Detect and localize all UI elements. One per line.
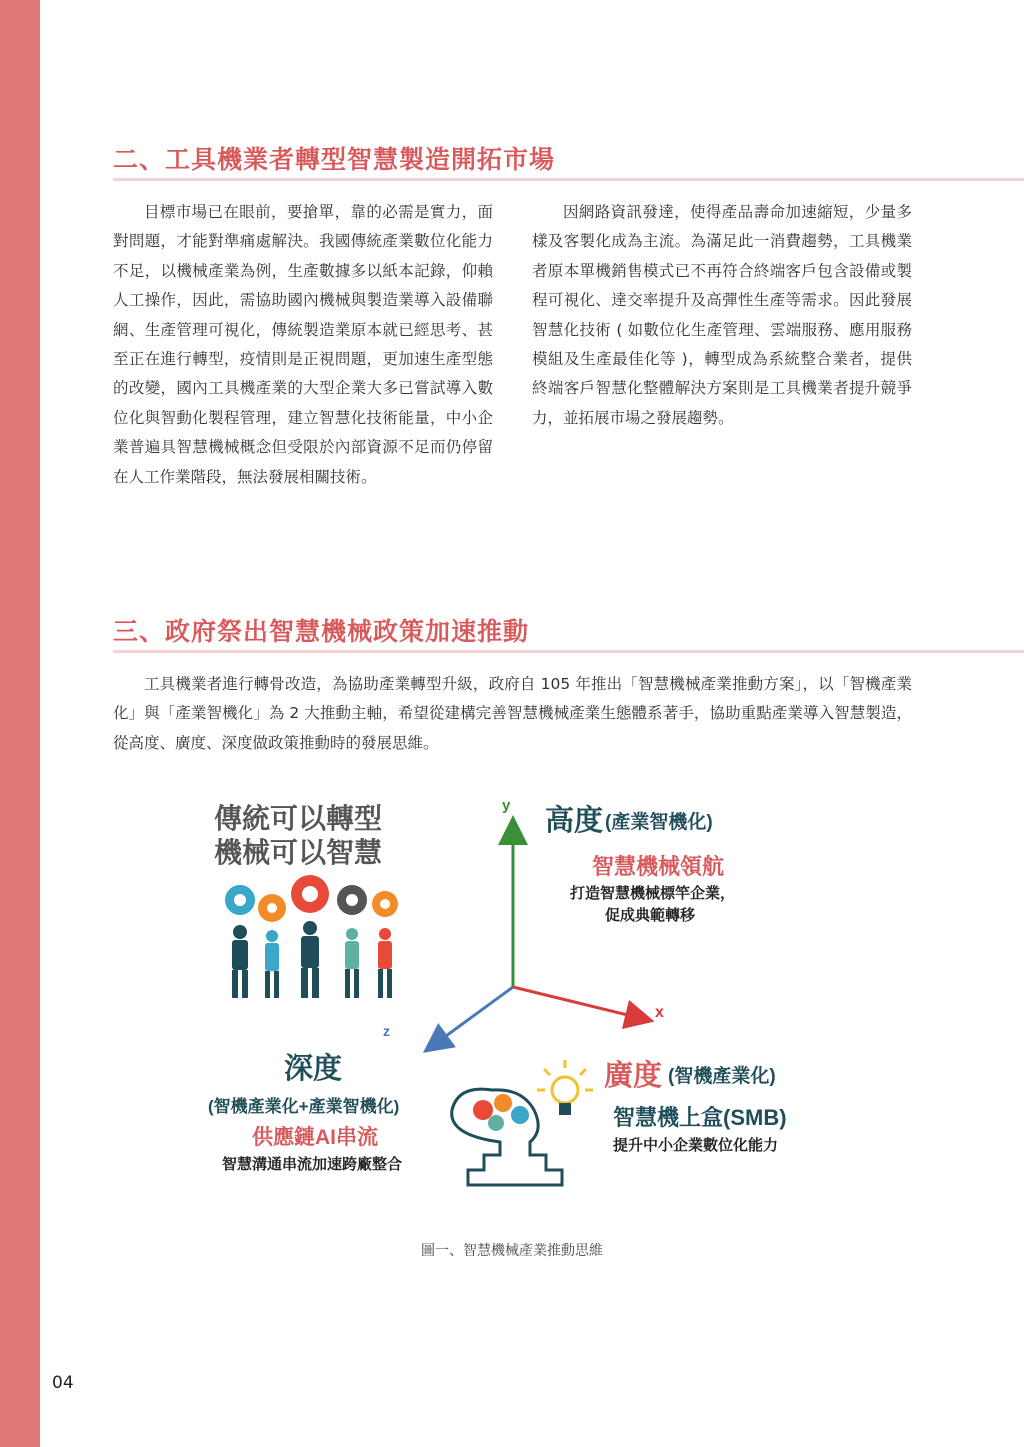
section-3-body: 工具機業者進行轉骨改造，為協助產業轉型升級，政府自 105 年推出「智慧機械產業推動方案」，以「智機產業化」與「產業智機化」為 2 大推動主軸，希望從建構完善智慧機械產業生態體系著手，協助重點產業導入智慧製造，從高度、廣度、深度做政策推動時的發展思維。	[113, 675, 912, 752]
figure-headline-2: 機械可以智慧	[214, 837, 383, 868]
z-axis-label: z	[383, 1023, 390, 1039]
z-axis	[435, 987, 513, 1044]
figure-caption: 圖一、智慧機械產業推動思維	[421, 1243, 603, 1259]
breadth-title: 廣度	[604, 1060, 663, 1092]
left-accent-bar	[0, 0, 40, 1447]
people-icon	[232, 921, 392, 998]
breadth-subtitle: 智慧機上盒(SMB)	[613, 1105, 787, 1130]
gears-icon	[225, 875, 398, 922]
height-tag: (產業智機化)	[605, 812, 713, 833]
page-number: 04	[52, 1373, 74, 1393]
y-axis-label: y	[502, 797, 511, 814]
x-axis-label: x	[655, 1004, 664, 1021]
figure-headline-1: 傳統可以轉型	[214, 803, 383, 834]
section-2-title: 二、工具機業者轉型智慧製造開拓市場	[113, 145, 556, 174]
breadth-desc: 提升中小企業數位化能力	[613, 1137, 779, 1154]
brain-head-icon	[452, 1089, 562, 1185]
x-axis	[513, 987, 640, 1018]
height-desc-2: 促成典範轉移	[605, 907, 696, 924]
breadth-tag: (智機產業化)	[668, 1066, 776, 1087]
depth-subtitle: 供應鏈AI串流	[252, 1126, 378, 1149]
section-3-rule	[113, 650, 1024, 653]
policy-diagram	[200, 790, 830, 1190]
section-2-left-column: 目標市場已在眼前，要搶單，靠的必需是實力，面對問題，才能對準痛處解決。我國傳統產業數位化能力不足，以機械產業為例，生產數據多以紙本記錄，仰賴人工操作，因此，需協助國內機械與製造業導入設備聯網、生產管理可視化，傳統製造業原本就已經思考、甚至正在進行轉型，疫情則是正視問題，更加速生產型態的改變，國內工具機產業的大型企業大多已嘗試導入數位化與智動化製程管理，建立智慧化技術能量，中小企業普遍具智慧機械概念但受限於內部資源不足而仍停留在人工作業階段，無法發展相關技術。	[113, 203, 493, 486]
height-subtitle: 智慧機械領航	[592, 854, 725, 879]
section-2-rule	[113, 178, 1024, 181]
depth-desc: 智慧溝通串流加速跨廠整合	[222, 1156, 403, 1173]
section-2-right-column: 因網路資訊發達，使得產品壽命加速縮短，少量多樣及客製化成為主流。為滿足此一消費趨勢，工具機業者原本單機銷售模式已不再符合終端客戶包含設備或製程可視化、達交率提升及高彈性生產等需求。因此發展智慧化技術 ( 如數位化生產管理、雲端服務、應用服務模組及生產最佳化等 )，轉型成為系統整合業者，提供終端客戶智慧化整體解決方案則是工具機業者提升競爭力，並拓展市場之發展趨勢。	[532, 203, 912, 427]
lightbulb-icon	[537, 1060, 593, 1115]
depth-title: 深度	[284, 1053, 343, 1085]
depth-tag: (智機產業化+產業智機化)	[208, 1097, 400, 1116]
section-3-title: 三、政府祭出智慧機械政策加速推動	[113, 617, 530, 646]
height-desc-1: 打造智慧機械標竿企業，	[570, 885, 736, 902]
height-title: 高度	[545, 805, 604, 837]
